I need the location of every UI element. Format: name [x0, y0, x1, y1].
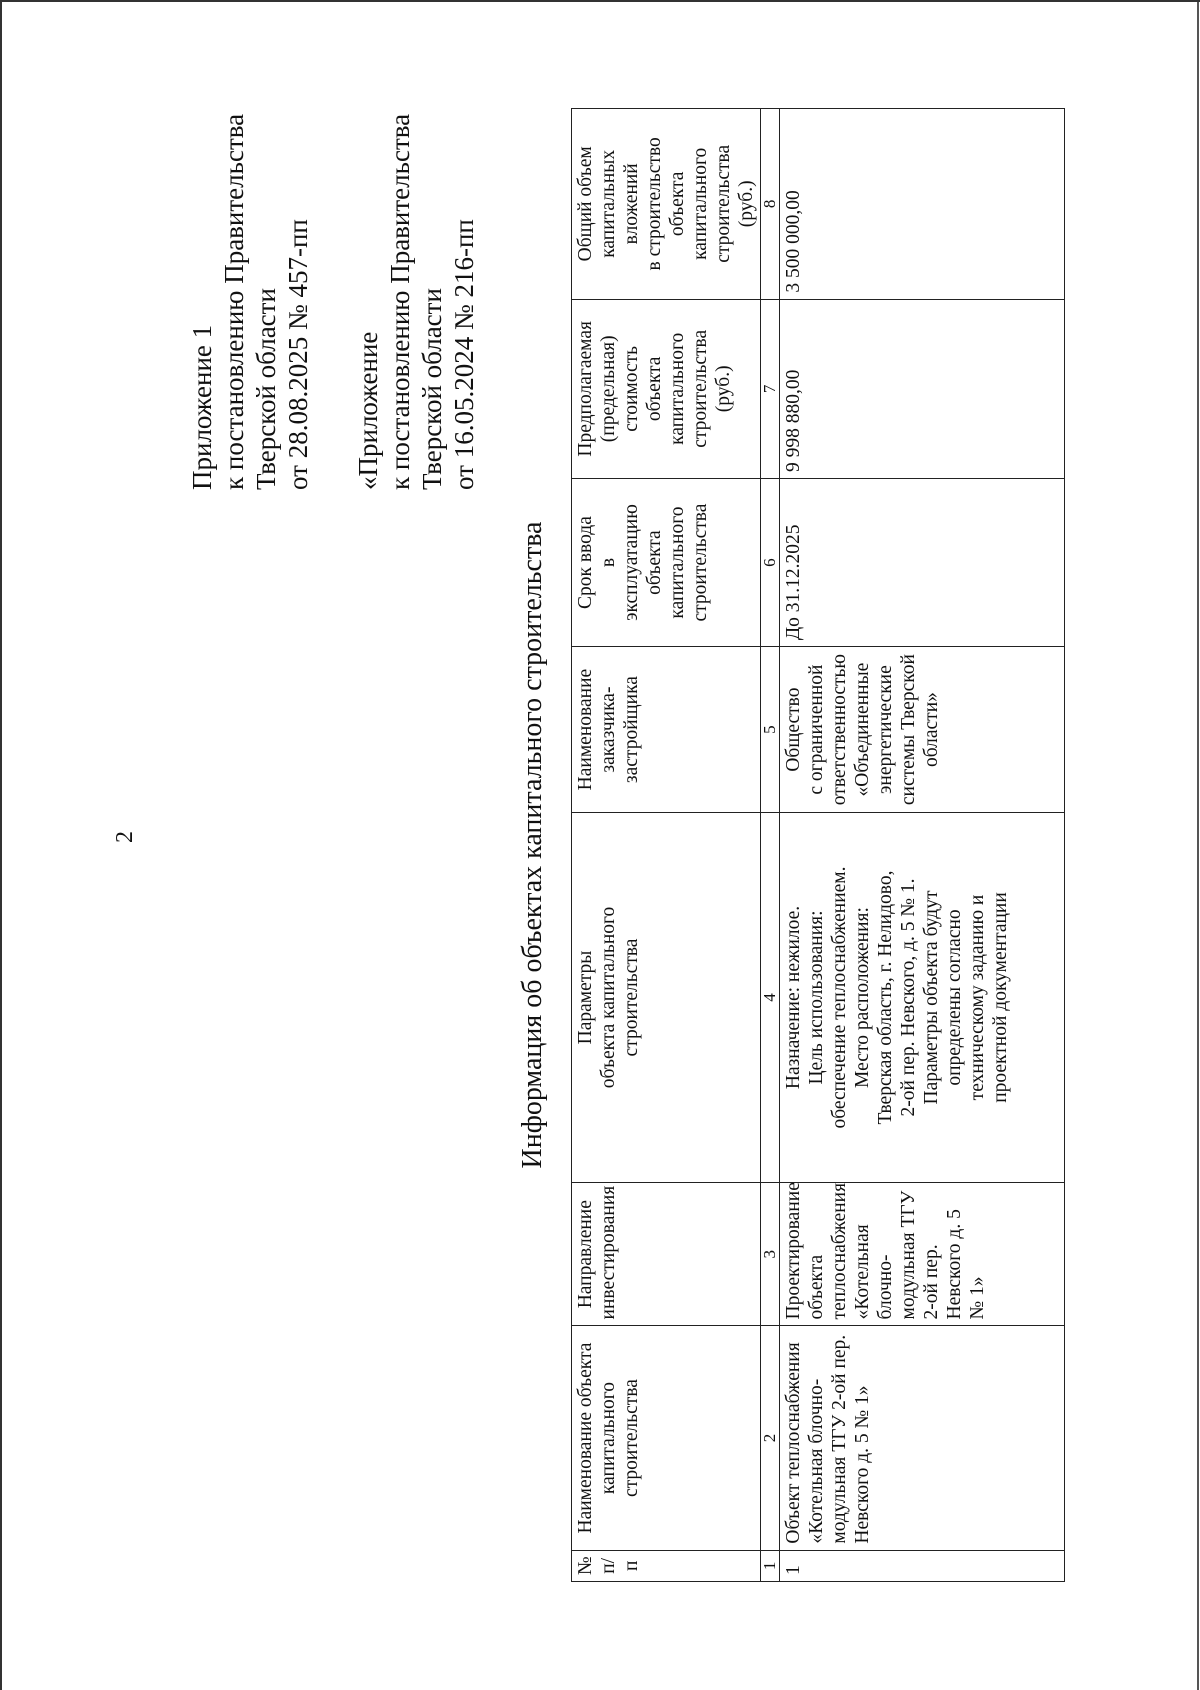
- objects-table: [571, 108, 1065, 1582]
- column-number: 8: [761, 109, 780, 300]
- objects-table-wrapper: [571, 108, 1065, 1582]
- cell-investment-direction: Проектирование объекта теплоснабжения «Котельная блочно- модульная ТГУ 2-ой пер. Невского д. 5 № 1»: [780, 1182, 1065, 1325]
- column-number: 7: [761, 299, 780, 478]
- page-number: 2: [112, 831, 138, 843]
- cell-customer: Общество с ограниченной ответственностью «Объединенные энергетические системы Тверской области»: [780, 647, 1065, 813]
- header-cell-parameters: Параметры объекта капитального строительства: [572, 813, 761, 1183]
- approval-line: Приложение 1: [187, 324, 217, 490]
- approval-line: «Приложение: [353, 331, 383, 490]
- column-number: 4: [761, 813, 780, 1183]
- approval-block-previous: [352, 30, 480, 490]
- approval-line: от 28.08.2025 № 457-пп: [283, 219, 313, 490]
- document-title: Информация об объектах капитального строительства: [517, 521, 548, 1169]
- header-cell-total-investment: Общий объем капитальных вложений в строительство объекта капитального строительства (руб.): [572, 109, 761, 300]
- table-header-row: [572, 109, 761, 1582]
- header-cell-investment-direction: Направление инвестирования: [572, 1182, 761, 1325]
- column-number: 6: [761, 478, 780, 646]
- table-column-numbers-row: [761, 109, 780, 1582]
- header-cell-estimated-cost: Предполагаемая (предельная) стоимость объекта капитального строительства (руб.): [572, 299, 761, 478]
- header-cell-object-name: Наименование объекта капитального строительства: [572, 1326, 761, 1550]
- approval-line: Тверской области: [251, 288, 281, 490]
- header-cell-deadline: Срок ввода в эксплуатацию объекта капитального строительства: [572, 478, 761, 646]
- cell-total-investment: 3 500 000,00: [780, 109, 1065, 300]
- approval-line: к постановлению Правительства: [385, 113, 415, 490]
- column-number: 1: [761, 1550, 780, 1581]
- cell-object-name: Объект теплоснабжения «Котельная блочно-модульная ТГУ 2-ой пер. Невского д. 5 № 1»: [780, 1326, 1065, 1550]
- approval-line: к постановлению Правительства: [219, 113, 249, 490]
- cell-deadline: До 31.12.2025: [780, 478, 1065, 646]
- header-cell-number: № п/п: [572, 1550, 761, 1581]
- cell-row-number: 1: [780, 1550, 1065, 1581]
- column-number: 5: [761, 647, 780, 813]
- approval-block-current: [186, 30, 314, 490]
- column-number: 3: [761, 1182, 780, 1325]
- column-number: 2: [761, 1326, 780, 1550]
- cell-parameters: Назначение: нежилое. Цель использования: обеспечение теплоснабжением. Место расположения: Тверская область, г. Нелидово, 2-ой пер. Невского, д. 5 № 1. Параметры объекта будут определены согласно техническому заданию и проектной документации: [780, 813, 1065, 1183]
- cell-estimated-cost: 9 998 880,00: [780, 299, 1065, 478]
- table-row: [780, 109, 1065, 1582]
- approval-line: от 16.05.2024 № 216-пп: [449, 219, 479, 490]
- header-cell-customer: Наименование заказчика- застройщика: [572, 647, 761, 813]
- approval-line: Тверской области: [417, 288, 447, 490]
